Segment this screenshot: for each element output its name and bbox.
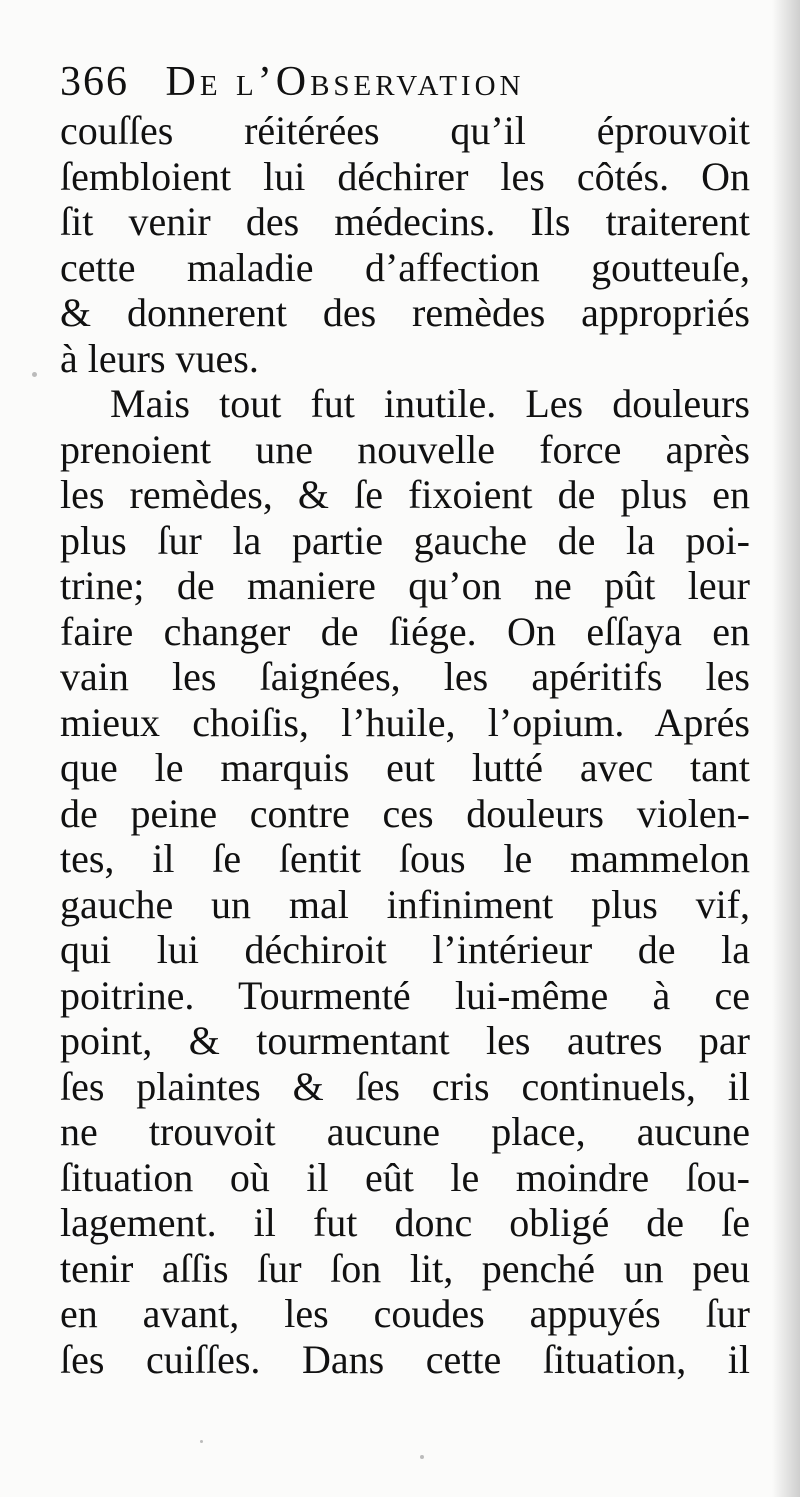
text-line: gauche un mal infiniment plus vif, bbox=[60, 881, 750, 927]
text-line: plus ſur la partie gauche de la poi- bbox=[60, 517, 750, 563]
text-line: mieux choiſis, l’huile, l’opium. Aprés bbox=[60, 699, 750, 745]
text-line: point, & tourmentant les autres par bbox=[60, 1018, 750, 1063]
text-line: tenir aſſis ſur ſon lit, penché un peu bbox=[60, 1245, 750, 1291]
text-line: poitrine. Tourmenté lui-même à ce bbox=[60, 972, 750, 1018]
paper-speck bbox=[200, 1440, 203, 1443]
text-line: & donnerent des remèdes appropriés bbox=[60, 290, 750, 335]
text-line: ne trouvoit aucune place, aucune bbox=[60, 1109, 750, 1154]
text-line: de peine contre ces douleurs violen- bbox=[60, 790, 750, 836]
text-line: couſſes réitérées qu’il éprouvoit bbox=[60, 108, 750, 153]
text-line: faire changer de ſiége. On eſſaya en bbox=[60, 608, 750, 654]
text-line: lagement. il fut donc obligé de ſe bbox=[60, 1200, 750, 1245]
text-line: ſituation où il eût le moindre ſou- bbox=[60, 1154, 750, 1200]
text-line: que le marquis eut lutté avec tant bbox=[60, 745, 750, 790]
text-line: Mais tout fut inutile. Les douleurs bbox=[110, 381, 750, 426]
paper-speck bbox=[420, 1455, 424, 1459]
text-line: trine; de maniere qu’on ne pût leur bbox=[60, 563, 750, 608]
page-number: 366 bbox=[60, 59, 129, 105]
text-line: prenoient une nouvelle force après bbox=[60, 426, 750, 472]
text-line: vain les ſaignées, les apéritifs les bbox=[60, 654, 750, 699]
page-edge-shadow bbox=[772, 0, 800, 1497]
text-line: en avant, les coudes appuyés ſur bbox=[60, 1291, 750, 1336]
text-line: à leurs vues. bbox=[60, 335, 259, 381]
body-text bbox=[60, 108, 750, 1382]
page-header bbox=[60, 56, 750, 108]
text-line: qui lui déchiroit l’intérieur de la bbox=[60, 927, 750, 972]
text-line: ſembloient lui déchirer les côtés. On bbox=[60, 153, 750, 199]
text-line: les remèdes, & ſe fixoient de plus en bbox=[60, 472, 750, 517]
text-line: tes, il ſe ſentit ſous le mammelon bbox=[60, 836, 750, 881]
text-line: ſit venir des médecins. Ils traiterent bbox=[60, 199, 750, 244]
text-line: ſes cuiſſes. Dans cette ſituation, il bbox=[60, 1336, 750, 1382]
running-title: De l’Observation bbox=[165, 59, 525, 105]
text-line: ſes plaintes & ſes cris continuels, il bbox=[60, 1063, 750, 1109]
text-line: cette maladie d’affection goutteuſe, bbox=[60, 244, 750, 290]
paper-speck bbox=[32, 372, 37, 377]
